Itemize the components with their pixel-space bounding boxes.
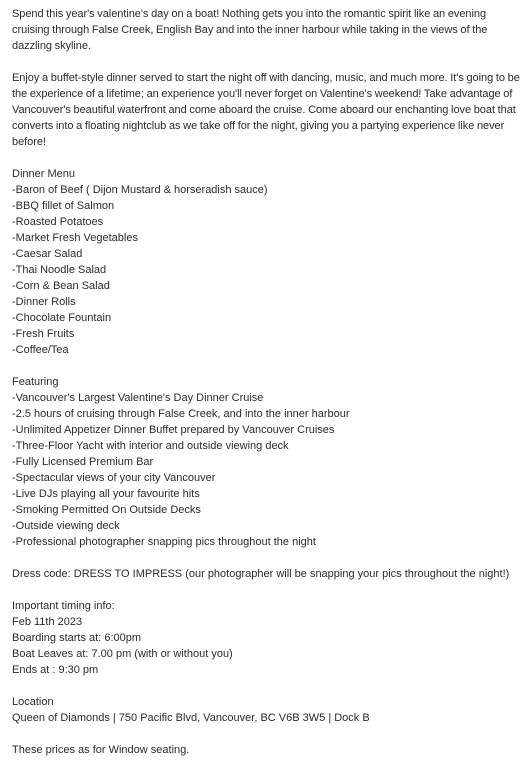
list-item: -Unlimited Appetizer Dinner Buffet prepared by Vancouver Cruises — [12, 424, 335, 436]
spacer — [12, 150, 522, 166]
spacer — [12, 54, 522, 70]
event-date: Feb 11th 2023 — [12, 616, 83, 628]
list-item: -Thai Noodle Salad — [12, 264, 107, 276]
intro-paragraph-1: Spend this year's valentine's day on a boat! Nothing gets you into the romantic spirit like an evening cruising through False Creek, English Bay and into the inner harbour while taking in the views of the dazzling skyline. — [12, 8, 488, 52]
spacer — [12, 726, 522, 742]
list-item: -BBQ fillet of Salmon — [12, 200, 115, 212]
location-heading: Location — [12, 696, 54, 708]
list-item: -Fresh Fruits — [12, 328, 75, 340]
list-item: -Outside viewing deck — [12, 520, 120, 532]
list-item: -Chocolate Fountain — [12, 312, 112, 324]
intro-paragraph-2: Enjoy a buffet-style dinner served to start the night off with dancing, music, and much more. It's going to be the experience of a lifetime; an experience you'll never forget on Valentine's weekend! Take advantage of Vancouver's beautiful waterfront and come aboard the cruise. Come aboard our enchanting love boat that converts into a floating nightclub as we take off for the night, giving you a partying experience like never before! — [12, 72, 520, 148]
list-item: -Market Fresh Vegetables — [12, 232, 138, 244]
featuring-heading: Featuring — [12, 376, 59, 388]
list-item: -2.5 hours of cruising through False Creek, and into the inner harbour — [12, 408, 350, 420]
dinner-menu-heading: Dinner Menu — [12, 168, 75, 180]
spacer — [12, 582, 522, 598]
list-item: -Roasted Potatoes — [12, 216, 104, 228]
featuring-section — [12, 374, 522, 550]
timing-heading: Important timing info: — [12, 600, 115, 612]
list-item: -Spectacular views of your city Vancouver — [12, 472, 216, 484]
boarding-time: Boarding starts at: 6:00pm — [12, 632, 142, 644]
list-item: -Live DJs playing all your favourite hits — [12, 488, 200, 500]
list-item: -Fully Licensed Premium Bar — [12, 456, 154, 468]
dinner-menu-list — [12, 182, 522, 358]
timing-section — [12, 598, 522, 678]
spacer — [12, 358, 522, 374]
spacer — [12, 550, 522, 566]
dress-code: Dress code: DRESS TO IMPRESS (our photographer will be snapping your pics throughout the night!) — [12, 568, 510, 580]
list-item: -Professional photographer snapping pics throughout the night — [12, 536, 316, 548]
location-address: Queen of Diamonds | 750 Pacific Blvd, Vancouver, BC V6B 3W5 | Dock B — [12, 712, 370, 724]
spacer — [12, 678, 522, 694]
list-item: -Three-Floor Yacht with interior and outside viewing deck — [12, 440, 289, 452]
list-item: -Dinner Rolls — [12, 296, 76, 308]
list-item: -Corn & Bean Salad — [12, 280, 110, 292]
list-item: -Coffee/Tea — [12, 344, 69, 356]
prices-note: These prices as for Window seating. — [12, 744, 190, 756]
list-item: -Vancouver's Largest Valentine's Day Dinner Cruise — [12, 392, 264, 404]
list-item: -Caesar Salad — [12, 248, 83, 260]
location-section — [12, 694, 522, 726]
featuring-list — [12, 390, 522, 550]
dinner-menu-section — [12, 166, 522, 358]
departure-time: Boat Leaves at: 7.00 pm (with or without you) — [12, 648, 233, 660]
list-item: -Smoking Permitted On Outside Decks — [12, 504, 201, 516]
list-item: -Baron of Beef ( Dijon Mustard & horseradish sauce) — [12, 184, 268, 196]
end-time: Ends at : 9:30 pm — [12, 664, 99, 676]
